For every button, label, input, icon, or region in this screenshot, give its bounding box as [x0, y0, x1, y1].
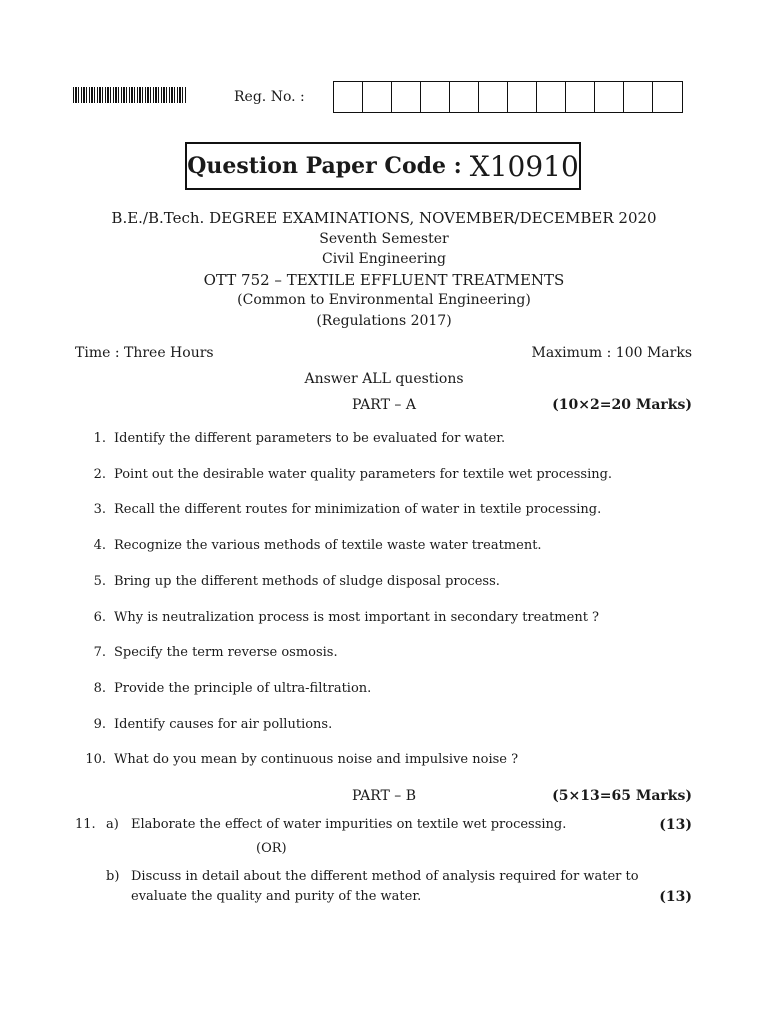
reg-no-box — [537, 82, 566, 112]
question-item — [78, 681, 371, 696]
question-marks: (13) — [659, 817, 692, 833]
sub-question-label: a) — [106, 817, 119, 832]
question-text: Bring up the different methods of sludge disposal process. — [114, 573, 500, 589]
time-label: Time : Three Hours — [75, 345, 214, 361]
question-number: 4. — [93, 538, 106, 554]
question-text: Specify the term reverse osmosis. — [114, 645, 338, 661]
reg-no-box — [421, 82, 450, 112]
instructions: Answer ALL questions — [304, 371, 464, 387]
question-item — [78, 645, 338, 660]
exam-title: B.E./B.Tech. DEGREE EXAMINATIONS, NOVEMBER/DECEMBER 2020 — [111, 209, 657, 227]
sub-question-label: b) — [106, 869, 120, 884]
or-separator: (OR) — [256, 841, 287, 856]
question-text: Recall the different routes for minimization of water in textile processing. — [114, 502, 602, 518]
question-item — [78, 467, 612, 482]
question-text: Recognize the various methods of textile waste water treatment. — [114, 538, 542, 554]
course-title: OTT 752 – TEXTILE EFFLUENT TREATMENTS — [203, 271, 565, 289]
question-number: 8. — [93, 680, 106, 696]
reg-no-label: Reg. No. : — [234, 89, 305, 105]
part-b-title: PART – B — [351, 788, 417, 804]
question-number: 7. — [93, 645, 106, 661]
reg-no-box — [334, 82, 363, 112]
question-item — [78, 574, 500, 589]
semester: Seventh Semester — [319, 231, 449, 247]
question-number: 1. — [93, 431, 106, 446]
question-item — [78, 717, 332, 732]
question-text-continued: evaluate the quality and purity of the water. — [131, 889, 422, 904]
reg-no-box — [566, 82, 595, 112]
reg-no-box — [392, 82, 421, 112]
question-item — [78, 538, 542, 553]
common-to: (Common to Environmental Engineering) — [237, 292, 531, 308]
question-item — [78, 502, 601, 517]
question-text: Point out the desirable water quality parameters for textile wet processing. — [114, 466, 613, 482]
question-number: 10. — [85, 752, 106, 768]
question-text: Discuss in detail about the different method of analysis required for water to — [131, 869, 639, 884]
question-text: Elaborate the effect of water impurities on textile wet processing. — [131, 817, 567, 832]
question-paper-code-box — [185, 142, 581, 190]
part-a-marks: (10×2=20 Marks) — [552, 397, 692, 413]
reg-no-box — [653, 82, 682, 112]
question-item — [78, 752, 518, 767]
question-text: Identify the different parameters to be evaluated for water. — [114, 431, 506, 446]
reg-no-box — [595, 82, 624, 112]
question-number: 5. — [93, 573, 106, 589]
department: Civil Engineering — [322, 251, 446, 267]
part-a-title: PART – A — [352, 397, 416, 413]
question-paper-code-label: Question Paper Code : — [187, 153, 462, 179]
question-item — [78, 610, 599, 625]
question-number: 3. — [93, 502, 106, 518]
reg-no-box — [624, 82, 653, 112]
reg-no-box — [450, 82, 479, 112]
reg-no-box — [363, 82, 392, 112]
question-text: Provide the principle of ultra-filtration. — [114, 680, 372, 696]
question-marks: (13) — [659, 889, 692, 905]
question-text: Identify causes for air pollutions. — [114, 716, 333, 732]
reg-no-box — [508, 82, 537, 112]
question-number: 11. — [75, 817, 96, 832]
max-marks-label: Maximum : 100 Marks — [531, 345, 692, 361]
question-item — [78, 431, 505, 446]
question-number: 2. — [93, 466, 106, 482]
barcode — [73, 87, 187, 103]
question-text: Why is neutralization process is most important in secondary treatment ? — [114, 609, 600, 625]
reg-no-boxes — [333, 81, 683, 113]
reg-no-box — [479, 82, 508, 112]
regulations: (Regulations 2017) — [316, 313, 452, 329]
part-b-marks: (5×13=65 Marks) — [552, 788, 692, 804]
question-paper-code-value: X10910 — [469, 149, 579, 183]
question-number: 6. — [93, 609, 106, 625]
question-text: What do you mean by continuous noise and impulsive noise ? — [114, 752, 519, 768]
question-number: 9. — [93, 716, 106, 732]
